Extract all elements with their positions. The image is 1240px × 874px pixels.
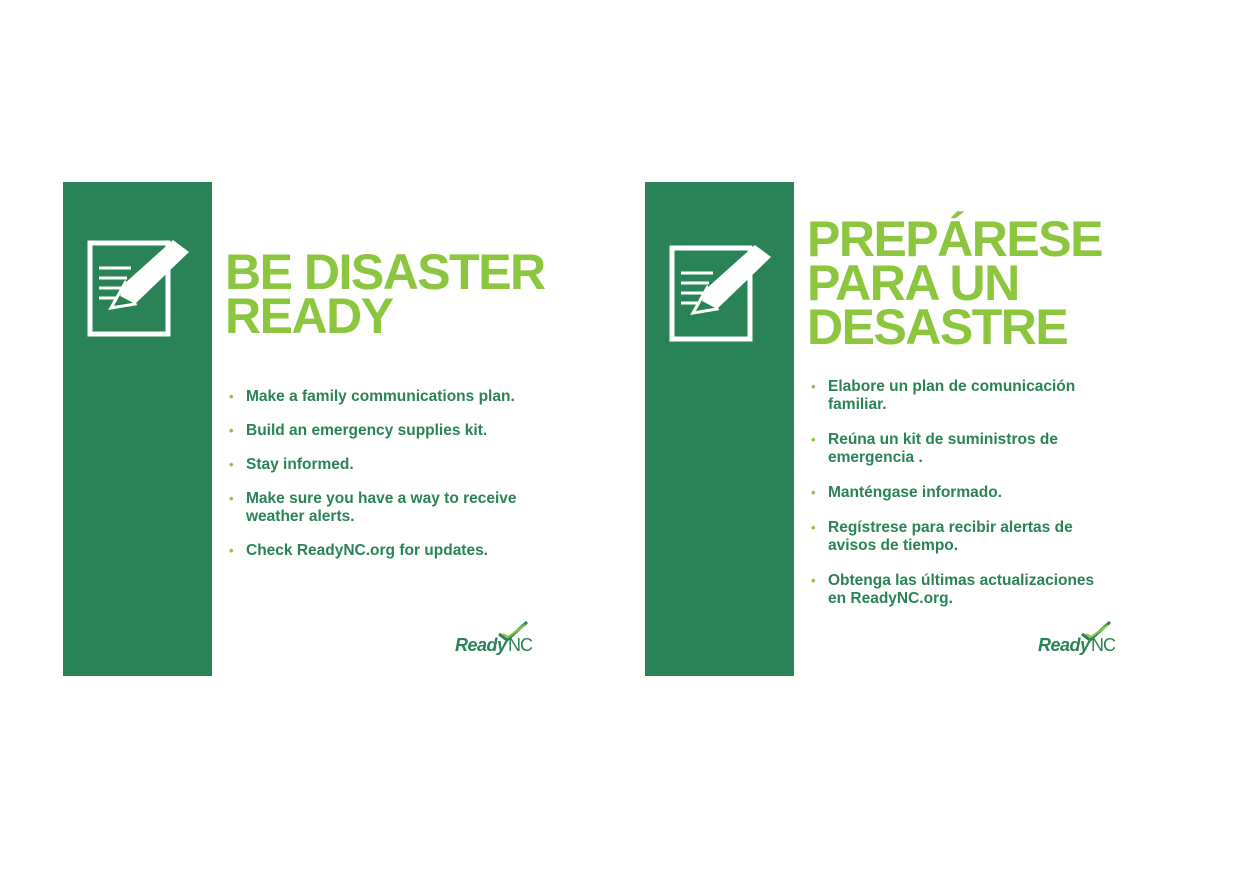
tip-item: • Regístrese para recibir alertas de avisos de tiempo. xyxy=(811,519,1111,555)
tip-item: • Stay informed. xyxy=(229,456,529,474)
headline-line: PREPÁRESE xyxy=(807,211,1102,267)
tips-list xyxy=(811,378,1111,625)
checklist-pencil-icon xyxy=(87,238,195,338)
tip-item: • Obtenga las últimas actualizaciones en ReadyNC.org. xyxy=(811,572,1111,608)
headline-line: DESASTRE xyxy=(807,299,1068,355)
spanish-card xyxy=(645,182,1135,676)
tip-item: • Make sure you have a way to receive weather alerts. xyxy=(229,490,529,526)
logo-word-nc: NC xyxy=(1091,635,1115,655)
english-card xyxy=(63,182,553,676)
logo-word-nc: NC xyxy=(508,635,532,655)
side-bar xyxy=(63,182,212,676)
tip-item: • Check ReadyNC.org for updates. xyxy=(229,542,529,560)
logo-word-ready: Ready xyxy=(455,635,507,655)
tip-item: • Manténgase informado. xyxy=(811,484,1111,502)
headline-line: BE DISASTER xyxy=(225,244,545,300)
tip-item: • Build an emergency supplies kit. xyxy=(229,422,529,440)
side-bar xyxy=(645,182,794,676)
readync-logo xyxy=(455,618,535,658)
readync-logo xyxy=(1038,618,1118,658)
tip-item: • Reúna un kit de suministros de emergencia . xyxy=(811,431,1111,467)
checklist-pencil-icon xyxy=(669,243,777,343)
headline-line: READY xyxy=(225,288,393,344)
headline xyxy=(807,211,1102,355)
headline xyxy=(225,244,545,344)
headline-line: PARA UN xyxy=(807,255,1019,311)
tip-item: • Elabore un plan de comunicación familiar. xyxy=(811,378,1111,414)
tips-list xyxy=(229,388,529,576)
tip-item: • Make a family communications plan. xyxy=(229,388,529,406)
logo-word-ready: Ready xyxy=(1038,635,1090,655)
